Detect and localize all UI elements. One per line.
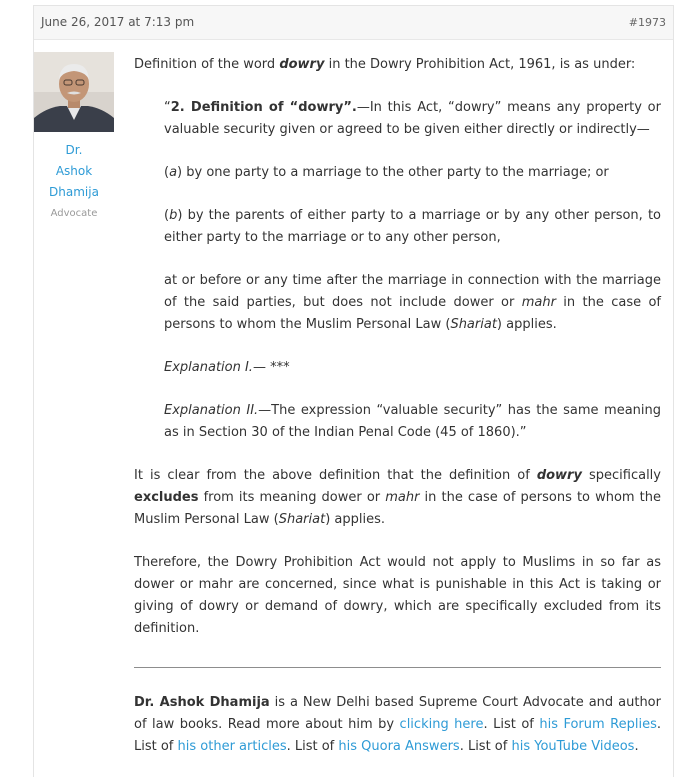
author-last-name[interactable]: Dhamija <box>49 185 99 199</box>
reply-header <box>34 6 673 40</box>
reply-content <box>134 54 661 758</box>
definition-heading: “2. Definition of “dowry”.—In this Act, “dowry” means any property or valuable security given or agreed to be given either directly or indirectly— <box>164 100 661 137</box>
clause-b: (b) by the parents of either party to a marriage or by any other person, to either party to the marriage or to any other person, <box>164 208 661 245</box>
forum-reply <box>33 5 674 777</box>
reply-date: June 26, 2017 at 7:13 pm <box>41 15 195 29</box>
reply-permalink[interactable]: #1973 <box>628 16 666 29</box>
author-signature: Dr. Ashok Dhamija is a New Delhi based Supreme Court Advocate and author of law books. Read more about him by clicking here. List of his Forum Replies. List of his other articles. List of his Quora Answers. List of his YouTube Videos. <box>134 695 661 754</box>
author-first-name[interactable]: Ashok <box>55 164 93 178</box>
quora-answers-link[interactable]: his Quora Answers <box>338 739 460 754</box>
act-quotation <box>134 97 661 444</box>
author-title[interactable]: Dr. <box>65 143 83 157</box>
therefore-paragraph: Therefore, the Dowry Prohibition Act would not apply to Muslims in so far as dower or mahr are concerned, since what is punishable in this Act is taking or giving of dowry or demand of dowry, which are specifically excluded from its definition. <box>134 555 661 636</box>
forum-replies-link[interactable]: his Forum Replies <box>539 717 657 732</box>
clause-a: (a) by one party to a marriage to the other party to the marriage; or <box>164 165 609 180</box>
author-role: Advocate <box>50 208 98 219</box>
definition-tail: at or before or any time after the marriage in connection with the marriage of the said parties, but does not include dower or mahr in the case of persons to whom the Muslim Personal Law (Shariat) applies. <box>164 273 661 332</box>
intro-paragraph: Definition of the word dowry in the Dowry Prohibition Act, 1961, is as under: <box>134 57 636 72</box>
clicking-here-link[interactable]: clicking here <box>399 717 484 732</box>
signature-divider <box>134 667 661 668</box>
author-photo-icon <box>34 52 114 132</box>
clear-paragraph: It is clear from the above definition that the definition of dowry specifically excludes from its meaning dower or mahr in the case of persons to whom the Muslim Personal Law (Shariat) applies. <box>134 468 661 527</box>
explanation-1: Explanation I.— *** <box>164 360 290 375</box>
reply-author <box>34 52 114 222</box>
explanation-2: Explanation II.—The expression “valuable security” has the same meaning as in Section 30 of the Indian Penal Code (45 of 1860).” <box>164 403 661 440</box>
other-articles-link[interactable]: his other articles <box>177 739 287 754</box>
youtube-videos-link[interactable]: his YouTube Videos <box>511 739 635 754</box>
author-avatar[interactable] <box>34 52 114 132</box>
